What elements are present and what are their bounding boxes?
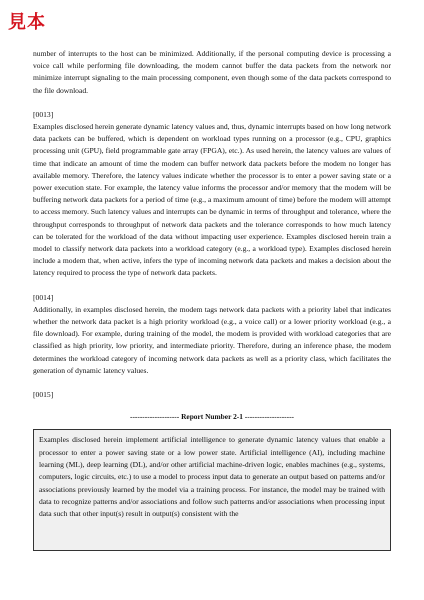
paragraph-number-0014: [0014] (33, 292, 54, 302)
report-text: Examples disclosed herein implement artificial intelligence to generate dynamic latency values that enable a processor to enter a power saving state or a low power state. Artificial intelligence (AI), including machine learning (ML), deep learning (DL), and/or other artificial machine-driven logic, enables machines (e.g., systems, computers, logic circuits, etc.) to use a model to process input data to generate an output based on patterns and/or associations previously learned by the model via a training process. For instance, the model may be trained with data to recognize patterns and/or associations and follow such patterns and/or associations when processing input data such that other input(s) result in output(s) consistent with the (39, 435, 385, 519)
paragraph-continuation: number of interrupts to the host can be minimized. Additionally, if the personal computing device is processing a voice call while performing file downloading, the modem cannot buffer the data packets from the network nor minimize interrupt signaling to the main processing component, even though some of the data packets correspond to the file download. (33, 49, 391, 95)
document-body (33, 48, 391, 551)
report-title: -------------------- Report Number 2-1 -------------------- (130, 412, 294, 422)
paragraph-number-0013: [0013] (33, 109, 54, 119)
paragraph-0013: Examples disclosed herein generate dynamic latency values and, thus, dynamic interrupts based on how long network data packets can be buffered, which is dependent on workload types running on a processor (e.g., CPU, graphics processing unit (GPU), field programmable gate array (FPGA), etc.). As used herein, the latency values are values of time that indicate an amount of time the modem can buffer network data packets before the modem no longer has available memory. Therefore, the latency values indicate whether the processor is to enter a power saving state or a power execution state. For example, the latency value informs the processor and/or memory that the modem will be buffering network data packets for a period of time (e.g., a maximum amount of time) before the modem will attempt to access memory. Such latency values and interrupts can be dynamic in terms of throughput and tolerance, where the throughput corresponds to throughput of network data packets and the tolerance corresponds to how much latency can be tolerated for the workload of the data without impacting user experience. Examples disclosed herein train a model to classify network data packets into a workload category (e.g., a workload type). Examples disclosed herein include a modem that, when active, infers the type of incoming network data packets and makes a decision about the latency required to process the type of network data packets. (33, 122, 391, 278)
paragraph-0014: Additionally, in examples disclosed herein, the modem tags network data packets with a priority label that indicates whether the network data packet is a high priority workload (e.g., a voice call) or a lower priority workload (e.g., a file download). For example, during training of the model, the modem is provided with workload categories that are classified as high priority, low priority, and intermediate priority. Therefore, during an inference phase, the modem determines the workload category of incoming network data packets as well as a priority class, which facilitates the generation of dynamic latency values. (33, 304, 391, 375)
sample-stamp: 見本 (8, 12, 46, 33)
paragraph-number-0015: [0015] (33, 390, 54, 400)
report-box (33, 429, 391, 551)
